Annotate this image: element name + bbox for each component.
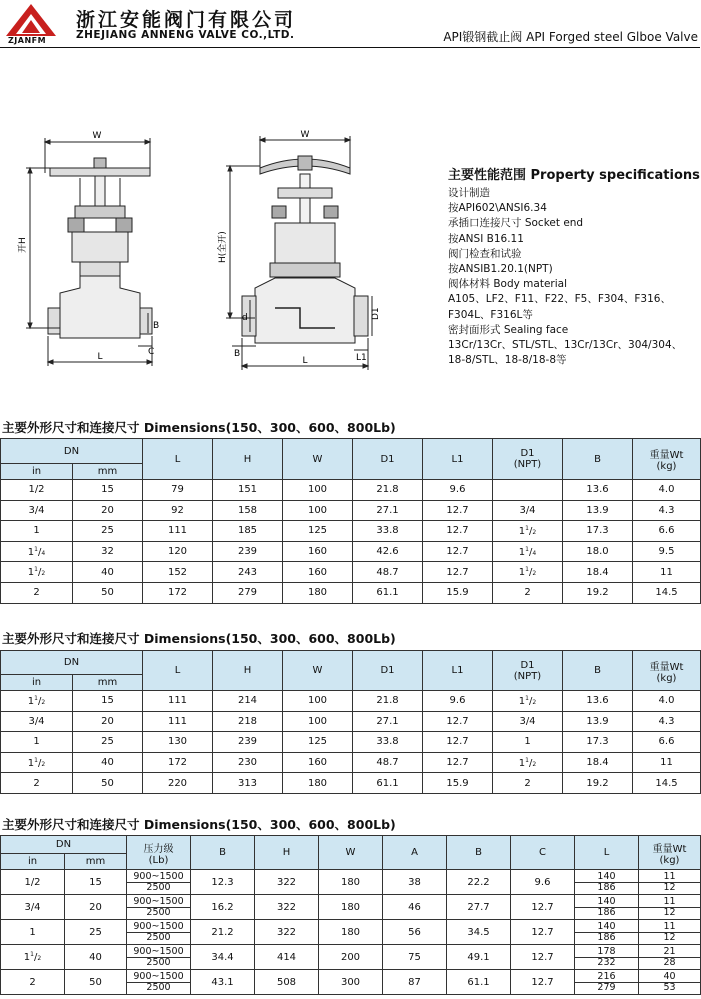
dim-label-b: B — [153, 321, 160, 331]
cell-l — [575, 895, 639, 920]
header-dn: DN — [1, 836, 127, 854]
cell-a: 38 — [383, 870, 447, 895]
length-value: 186 — [597, 906, 616, 918]
cell-d1: 27.1 — [353, 711, 423, 732]
cell-b: 34.4 — [191, 945, 255, 970]
cell-in: 1 — [1, 521, 73, 542]
dim-label-l-2: L — [302, 356, 308, 366]
cell-wt: 9.5 — [633, 541, 701, 562]
header-dn: DN — [1, 651, 143, 675]
cell-w: 100 — [283, 711, 353, 732]
cell-in: 3/4 — [1, 500, 73, 521]
cell-npt: 3/4 — [493, 500, 563, 521]
cell-l1: 12.7 — [423, 732, 493, 753]
cell-mm: 25 — [65, 920, 127, 945]
cell-w: 160 — [283, 562, 353, 583]
cell-l1: 9.6 — [423, 691, 493, 712]
cell-npt: 1 — [493, 732, 563, 753]
product-title: API锻钢截止阀 API Forged steel Glboe Valve — [443, 30, 698, 44]
cell-mm: 40 — [73, 752, 143, 773]
table-row — [1, 895, 701, 920]
cell-wt: 11 — [633, 752, 701, 773]
cell-l: 172 — [143, 752, 213, 773]
header-mm: mm — [73, 464, 143, 480]
cell-h: 322 — [255, 895, 319, 920]
cell-l — [575, 920, 639, 945]
length-value: 186 — [597, 931, 616, 943]
cell-mm: 20 — [73, 500, 143, 521]
cell-pressure — [127, 920, 191, 945]
spec-line: A105、LF2、F11、F22、F5、F304、F316、 — [448, 293, 671, 306]
cell-h: 313 — [213, 773, 283, 794]
cell-l: 111 — [143, 521, 213, 542]
weight-value: 11 — [639, 872, 700, 883]
table-row — [1, 691, 701, 712]
cell-b2: 61.1 — [447, 970, 511, 995]
cell-b: 12.3 — [191, 870, 255, 895]
weight-value: 11 — [639, 922, 700, 933]
cell-in: 2 — [1, 970, 65, 995]
cell-h: 243 — [213, 562, 283, 583]
cell-l1: 9.6 — [423, 480, 493, 501]
cell-h: 508 — [255, 970, 319, 995]
cell-b2: 27.7 — [447, 895, 511, 920]
cell-mm: 15 — [73, 480, 143, 501]
cell-npt: $1^1/2$ — [493, 752, 563, 773]
spec-line: 13Cr/13Cr、STL/STL、13Cr/13Cr、304/304、 — [448, 339, 683, 352]
cell-l — [575, 870, 639, 895]
cell-w: 125 — [283, 732, 353, 753]
header-h: H — [255, 836, 319, 870]
cell-h: 414 — [255, 945, 319, 970]
cell-in: 2 — [1, 582, 73, 603]
pressure-class: 2500 — [146, 956, 171, 968]
dim-label-h-open: 开H — [18, 237, 28, 253]
dim-label-b-2: B — [234, 349, 241, 359]
cell-a: 56 — [383, 920, 447, 945]
pressure-class: 900~1500 — [127, 947, 190, 958]
cell-w: 100 — [283, 691, 353, 712]
cell-w: 180 — [319, 895, 383, 920]
cell-w: 180 — [319, 870, 383, 895]
cell-d1: 48.7 — [353, 752, 423, 773]
cell-in: 3/4 — [1, 895, 65, 920]
cell-mm: 40 — [65, 945, 127, 970]
cell-wt: 4.0 — [633, 480, 701, 501]
cell-npt: $1^1/2$ — [493, 691, 563, 712]
cell-l1: 12.7 — [423, 521, 493, 542]
cell-mm: 32 — [73, 541, 143, 562]
header-b: B — [563, 439, 633, 480]
cell-l: 220 — [143, 773, 213, 794]
header-b: B — [191, 836, 255, 870]
table-row — [1, 500, 701, 521]
spec-line: 18-8/STL、18-8/18-8等 — [448, 354, 567, 367]
dim-label-w: W — [92, 131, 102, 141]
header-mm: mm — [65, 854, 127, 870]
cell-w: 125 — [283, 521, 353, 542]
cell-l: 111 — [143, 711, 213, 732]
spec-line: 阀门检查和试验 — [448, 247, 522, 260]
cell-wt: 14.5 — [633, 773, 701, 794]
header-c: C — [511, 836, 575, 870]
valve-drawing-right — [220, 128, 400, 378]
cell-l1: 12.7 — [423, 711, 493, 732]
cell-l: 152 — [143, 562, 213, 583]
spec-line: 按ANSIB1.20.1(NPT) — [448, 263, 553, 276]
cell-in: 1 — [1, 920, 65, 945]
spec-line: 按API602\ANSI6.34 — [448, 202, 547, 215]
length-value: 140 — [575, 897, 638, 908]
spec-line: F304L、F316L等 — [448, 308, 533, 321]
cell-in: $1^1/2$ — [1, 691, 73, 712]
header-w: W — [283, 439, 353, 480]
cell-c: 9.6 — [511, 870, 575, 895]
cell-in: 2 — [1, 773, 73, 794]
weight-value: 12 — [663, 881, 676, 893]
cell-d1: 21.8 — [353, 691, 423, 712]
weight-value: 21 — [639, 947, 700, 958]
property-specifications — [448, 167, 698, 368]
cell-pressure — [127, 895, 191, 920]
cell-d1: 61.1 — [353, 582, 423, 603]
length-value: 232 — [597, 956, 616, 968]
cell-c: 12.7 — [511, 895, 575, 920]
table-row — [1, 773, 701, 794]
table1-title: 主要外形尺寸和连接尺寸 Dimensions(150、300、600、800Lb) — [2, 420, 396, 435]
dim-label-w-2: W — [300, 130, 310, 140]
cell-d1: 33.8 — [353, 521, 423, 542]
cell-in: 1/2 — [1, 870, 65, 895]
spec-line: 按ANSI B16.11 — [448, 232, 524, 245]
cell-l — [575, 945, 639, 970]
company-name-cn: 浙江安能阀门有限公司 — [76, 9, 297, 31]
cell-b: 17.3 — [563, 732, 633, 753]
cell-h: 230 — [213, 752, 283, 773]
cell-weight — [639, 870, 701, 895]
header-pressure: 压力级 (Lb) — [127, 836, 191, 870]
table-row — [1, 480, 701, 501]
cell-mm: 20 — [73, 711, 143, 732]
header-dn: DN — [1, 439, 143, 464]
cell-w: 160 — [283, 541, 353, 562]
cell-l: 92 — [143, 500, 213, 521]
header-in: in — [1, 854, 65, 870]
cell-w: 200 — [319, 945, 383, 970]
table2-title: 主要外形尺寸和连接尺寸 Dimensions(150、300、600、800Lb) — [2, 631, 396, 646]
weight-value: 28 — [663, 956, 676, 968]
table-row — [1, 711, 701, 732]
cell-h: 322 — [255, 870, 319, 895]
header-d1: D1 — [353, 439, 423, 480]
cell-b: 16.2 — [191, 895, 255, 920]
cell-npt: $1^1/2$ — [493, 521, 563, 542]
cell-l: 130 — [143, 732, 213, 753]
dimensions-table-3 — [0, 835, 701, 995]
cell-d1: 48.7 — [353, 562, 423, 583]
dim-label-l: L — [97, 352, 103, 362]
cell-in: 1/2 — [1, 480, 73, 501]
cell-b: 13.6 — [563, 691, 633, 712]
cell-wt: 11 — [633, 562, 701, 583]
cell-in: $1^1/4$ — [1, 541, 73, 562]
cell-l — [575, 970, 639, 995]
table-row — [1, 582, 701, 603]
header-l1: L1 — [423, 651, 493, 691]
header-h: H — [213, 651, 283, 691]
cell-d1: 61.1 — [353, 773, 423, 794]
dim-label-d: d — [242, 313, 248, 323]
cell-h: 279 — [213, 582, 283, 603]
cell-l1: 15.9 — [423, 773, 493, 794]
weight-value: 53 — [663, 981, 676, 993]
table-row — [1, 732, 701, 753]
header-weight: 重量Wt (kg) — [633, 651, 701, 691]
cell-npt: 3/4 — [493, 711, 563, 732]
table-row — [1, 920, 701, 945]
pressure-class: 2500 — [146, 931, 171, 943]
header-w: W — [319, 836, 383, 870]
dimensions-table-1 — [0, 438, 701, 604]
header-in: in — [1, 464, 73, 480]
table-row — [1, 970, 701, 995]
cell-b: 13.9 — [563, 711, 633, 732]
cell-w: 300 — [319, 970, 383, 995]
cell-in: 1 — [1, 732, 73, 753]
dimensions-table-2 — [0, 650, 701, 794]
dim-label-h-full: H(全开) — [218, 231, 228, 263]
cell-wt: 6.6 — [633, 521, 701, 542]
cell-mm: 50 — [73, 773, 143, 794]
header-d1-npt: D1 (NPT) — [493, 651, 563, 691]
weight-value: 12 — [663, 931, 676, 943]
table-row — [1, 945, 701, 970]
header-divider — [0, 47, 700, 48]
table-row — [1, 521, 701, 542]
cell-w: 100 — [283, 480, 353, 501]
length-value: 186 — [597, 881, 616, 893]
cell-weight — [639, 970, 701, 995]
cell-pressure — [127, 970, 191, 995]
cell-h: 239 — [213, 541, 283, 562]
cell-b2: 34.5 — [447, 920, 511, 945]
cell-npt — [493, 480, 563, 501]
length-value: 140 — [575, 872, 638, 883]
header-h: H — [213, 439, 283, 480]
cell-h: 151 — [213, 480, 283, 501]
cell-npt: $1^1/4$ — [493, 541, 563, 562]
cell-b2: 49.1 — [447, 945, 511, 970]
spec-line: 阀体材料 Body material — [448, 278, 568, 291]
cell-b2: 22.2 — [447, 870, 511, 895]
cell-w: 180 — [319, 920, 383, 945]
spec-line: 设计制造 — [448, 187, 490, 199]
header-weight: 重量Wt (kg) — [639, 836, 701, 870]
cell-c: 12.7 — [511, 970, 575, 995]
specs-title: 主要性能范围 Property specifications — [448, 168, 700, 183]
cell-b: 19.2 — [563, 582, 633, 603]
length-value: 178 — [575, 947, 638, 958]
pressure-class: 900~1500 — [127, 897, 190, 908]
cell-l1: 15.9 — [423, 582, 493, 603]
cell-npt: $1^1/2$ — [493, 562, 563, 583]
cell-w: 100 — [283, 500, 353, 521]
cell-w: 180 — [283, 582, 353, 603]
cell-a: 46 — [383, 895, 447, 920]
company-name-en: ZHEJIANG ANNENG VALVE CO.,LTD. — [76, 29, 295, 41]
table-row — [1, 562, 701, 583]
cell-wt: 6.6 — [633, 732, 701, 753]
header-l1: L1 — [423, 439, 493, 480]
logo-text: ZJANFM — [8, 36, 47, 45]
length-value: 279 — [597, 981, 616, 993]
cell-wt: 4.3 — [633, 500, 701, 521]
header-d1-npt: D1 (NPT) — [493, 439, 563, 480]
logo-triangle-icon — [4, 2, 58, 38]
cell-l1: 12.7 — [423, 752, 493, 773]
table-row — [1, 541, 701, 562]
cell-wt: 4.0 — [633, 691, 701, 712]
header-in: in — [1, 675, 73, 691]
cell-a: 87 — [383, 970, 447, 995]
cell-d1: 42.6 — [353, 541, 423, 562]
header-b2: B — [447, 836, 511, 870]
cell-pressure — [127, 945, 191, 970]
cell-b: 17.3 — [563, 521, 633, 542]
cell-c: 12.7 — [511, 945, 575, 970]
header-l: L — [143, 439, 213, 480]
pressure-class: 2500 — [146, 981, 171, 993]
cell-c: 12.7 — [511, 920, 575, 945]
cell-wt: 4.3 — [633, 711, 701, 732]
page-header — [0, 0, 700, 48]
cell-mm: 25 — [73, 521, 143, 542]
cell-b: 18.0 — [563, 541, 633, 562]
pressure-class: 900~1500 — [127, 872, 190, 883]
spec-line: 承插口连接尺寸 Socket end — [448, 217, 584, 230]
cell-b: 19.2 — [563, 773, 633, 794]
header-weight: 重量Wt (kg) — [633, 439, 701, 480]
cell-in: $1^1/2$ — [1, 945, 65, 970]
cell-d1: 21.8 — [353, 480, 423, 501]
cell-in: $1^1/2$ — [1, 752, 73, 773]
cell-in: 3/4 — [1, 711, 73, 732]
cell-pressure — [127, 870, 191, 895]
cell-mm: 50 — [73, 582, 143, 603]
header-d1: D1 — [353, 651, 423, 691]
cell-mm: 25 — [73, 732, 143, 753]
pressure-class: 900~1500 — [127, 922, 190, 933]
cell-in: $1^1/2$ — [1, 562, 73, 583]
cell-b: 21.2 — [191, 920, 255, 945]
cell-b: 13.6 — [563, 480, 633, 501]
table-row — [1, 870, 701, 895]
header-a: A — [383, 836, 447, 870]
cell-npt: 2 — [493, 582, 563, 603]
dim-label-l1: L1 — [356, 353, 367, 363]
cell-mm: 50 — [65, 970, 127, 995]
header-l: L — [575, 836, 639, 870]
cell-weight — [639, 920, 701, 945]
cell-b: 43.1 — [191, 970, 255, 995]
dim-label-d1: D1 — [371, 307, 381, 320]
weight-value: 40 — [639, 972, 700, 983]
dim-label-c: C — [148, 347, 155, 357]
cell-mm: 20 — [65, 895, 127, 920]
cell-l1: 12.7 — [423, 562, 493, 583]
cell-weight — [639, 895, 701, 920]
header-w: W — [283, 651, 353, 691]
pressure-class: 2500 — [146, 906, 171, 918]
cell-h: 322 — [255, 920, 319, 945]
valve-drawing-left — [20, 128, 170, 368]
cell-weight — [639, 945, 701, 970]
cell-b: 18.4 — [563, 752, 633, 773]
cell-h: 214 — [213, 691, 283, 712]
cell-a: 75 — [383, 945, 447, 970]
cell-h: 158 — [213, 500, 283, 521]
cell-w: 180 — [283, 773, 353, 794]
cell-b: 18.4 — [563, 562, 633, 583]
header-mm: mm — [73, 675, 143, 691]
cell-l: 120 — [143, 541, 213, 562]
cell-h: 239 — [213, 732, 283, 753]
cell-mm: 40 — [73, 562, 143, 583]
cell-l: 79 — [143, 480, 213, 501]
cell-h: 218 — [213, 711, 283, 732]
cell-l1: 12.7 — [423, 500, 493, 521]
cell-d1: 27.1 — [353, 500, 423, 521]
cell-l: 172 — [143, 582, 213, 603]
header-l: L — [143, 651, 213, 691]
spec-line: 密封面形式 Sealing face — [448, 323, 569, 336]
cell-d1: 33.8 — [353, 732, 423, 753]
cell-h: 185 — [213, 521, 283, 542]
cell-b: 13.9 — [563, 500, 633, 521]
pressure-class: 900~1500 — [127, 972, 190, 983]
cell-l1: 12.7 — [423, 541, 493, 562]
pressure-class: 2500 — [146, 881, 171, 893]
cell-npt: 2 — [493, 773, 563, 794]
length-value: 140 — [575, 922, 638, 933]
header-b: B — [563, 651, 633, 691]
cell-mm: 15 — [73, 691, 143, 712]
cell-l: 111 — [143, 691, 213, 712]
table-row — [1, 752, 701, 773]
cell-w: 160 — [283, 752, 353, 773]
cell-mm: 15 — [65, 870, 127, 895]
length-value: 216 — [575, 972, 638, 983]
weight-value: 11 — [639, 897, 700, 908]
table3-title: 主要外形尺寸和连接尺寸 Dimensions(150、300、600、800Lb) — [2, 817, 396, 832]
cell-wt: 14.5 — [633, 582, 701, 603]
weight-value: 12 — [663, 906, 676, 918]
